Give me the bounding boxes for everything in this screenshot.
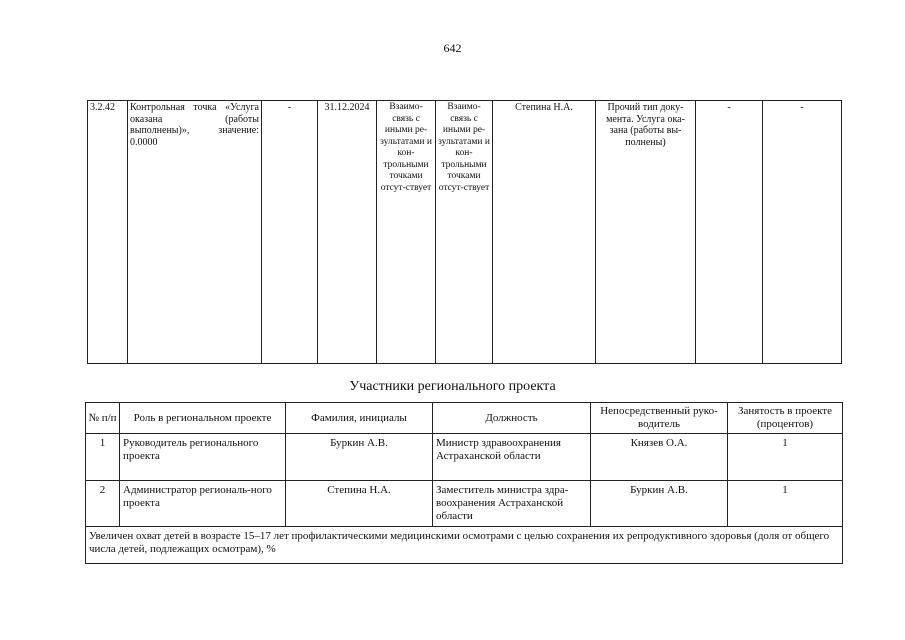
- participants-table: [85, 402, 843, 564]
- due-date: 31.12.2024: [318, 101, 377, 364]
- summary-row: [86, 527, 843, 564]
- table-row: [86, 434, 843, 481]
- control-point-table: [87, 100, 842, 364]
- summary-text: Увеличен охват детей в возрасте 15–17 лет профилактическими медицинскими осмотрами с целью сохранения их репродуктивного здоровья (доля от общего числа детей, подлежащих осмотрам), %: [86, 527, 843, 564]
- row-num: 2: [86, 481, 120, 527]
- dash-cell: -: [763, 101, 842, 364]
- row-num: 1: [86, 434, 120, 481]
- header-num: № п/п: [86, 403, 120, 434]
- header-name: Фамилия, инициалы: [286, 403, 433, 434]
- row-employment: 1: [728, 481, 843, 527]
- header-supervisor: Непосредственный руко-водитель: [591, 403, 728, 434]
- row-role: Руководитель регионального проекта: [120, 434, 286, 481]
- row-name: Степина Н.А.: [286, 481, 433, 527]
- item-number: 3.2.42: [88, 101, 128, 364]
- table-header-row: [86, 403, 843, 434]
- row-role: Администратор региональ-ного проекта: [120, 481, 286, 527]
- row-supervisor: Буркин А.В.: [591, 481, 728, 527]
- row-employment: 1: [728, 434, 843, 481]
- responsible-person: Степина Н.А.: [493, 101, 596, 364]
- item-description: Контрольная точка «Услуга оказана (работы выполнены)», значение: 0.0000: [128, 101, 262, 364]
- dash-cell: -: [696, 101, 763, 364]
- header-employment: Занятость в проекте (процентов): [728, 403, 843, 434]
- relation-cell-2: Взаимо-связь с иными ре-зультатами и кон-трольными точками отсут-ствует: [436, 101, 493, 364]
- control-point-row: [88, 101, 842, 364]
- table-row: [86, 481, 843, 527]
- section-title: Участники регионального проекта: [349, 379, 556, 394]
- row-position: Министр здравоохранения Астраханской области: [433, 434, 591, 481]
- relation-cell-1: Взаимо-связь с иными ре-зультатами и кон-трольными точками отсут-ствует: [377, 101, 436, 364]
- row-position: Заместитель министра здра-воохранения Астраханской области: [433, 481, 591, 527]
- document-type: Прочий тип доку-мента. Услуга ока-зана (работы вы-полнены): [596, 101, 696, 364]
- page-number: 642: [443, 41, 462, 55]
- header-role: Роль в региональном проекте: [120, 403, 286, 434]
- row-supervisor: Князев О.А.: [591, 434, 728, 481]
- header-position: Должность: [433, 403, 591, 434]
- row-name: Буркин А.В.: [286, 434, 433, 481]
- dash-cell: -: [262, 101, 318, 364]
